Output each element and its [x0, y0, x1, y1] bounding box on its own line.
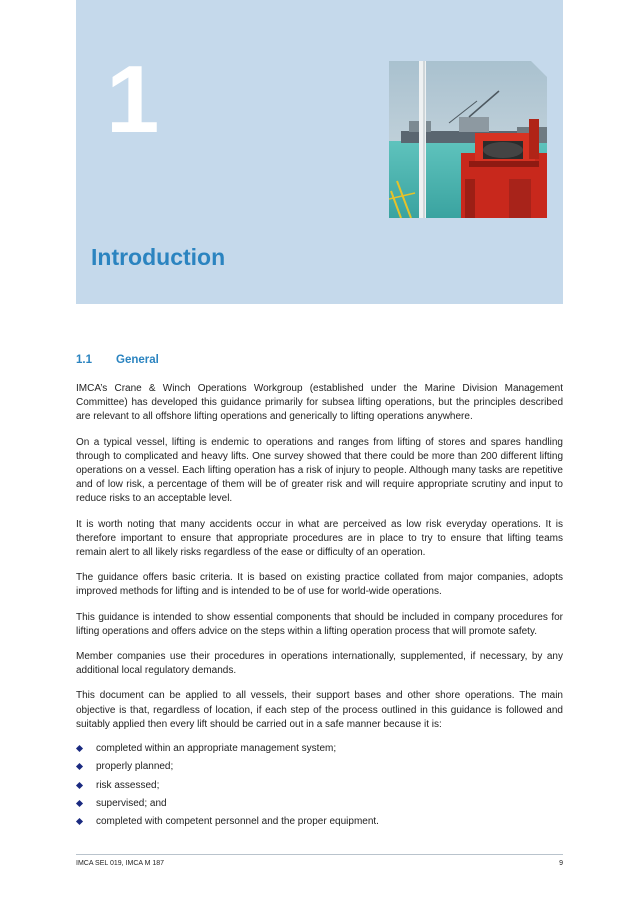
- main-content: [76, 354, 563, 835]
- bullet-list: [76, 743, 563, 828]
- paragraph-1: IMCA’s Crane & Winch Operations Workgroup (established under the Marine Division Management Committee) has developed this guidance primarily for subsea lifting operations, but the principles described are relevant to all offshore lifting operations and generically to lifting operations anywhere.: [76, 383, 563, 423]
- list-item: supervised; and: [76, 798, 563, 810]
- diamond-bullet-icon: [76, 818, 83, 825]
- footer-document-ref: IMCA SEL 019, IMCA M 187: [76, 860, 165, 867]
- chapter-number: 1: [106, 46, 160, 153]
- page-number: 9: [559, 860, 563, 867]
- list-item: completed within an appropriate management system;: [76, 743, 563, 755]
- footer-divider: [76, 854, 563, 855]
- chapter-title: Introduction: [91, 244, 226, 270]
- list-item: risk assessed;: [76, 780, 563, 792]
- paragraph-5: This guidance is intended to show essential components that should be included in company procedures for lifting operations and offers advice on the steps within a lifting operation process that will promote safety.: [76, 611, 563, 637]
- diamond-bullet-icon: [76, 782, 83, 789]
- section-title: General: [116, 354, 159, 366]
- diamond-bullet-icon: [76, 745, 83, 752]
- paragraph-6: Member companies use their procedures in operations internationally, supplemented, if necessary, by any additional local regulatory demands.: [76, 651, 563, 677]
- list-item: properly planned;: [76, 761, 563, 773]
- diamond-bullet-icon: [76, 763, 83, 770]
- list-item: completed with competent personnel and the proper equipment.: [76, 816, 563, 828]
- chapter-photo: [389, 61, 547, 218]
- chapter-header-panel: [76, 0, 563, 304]
- paragraph-3: It is worth noting that many accidents occur in what are perceived as low risk everyday operations. It is therefore important to ensure that appropriate procedures are in place to try to ensure that lifting teams remain alert to all likely risks regardless of the ease or difficulty of an operation.: [76, 518, 563, 559]
- paragraph-2: On a typical vessel, lifting is endemic to operations and ranges from lifting of stores and spares handling through to complicated and heavy lifts. One survey showed that there could be more than 200 different lifting operations on a vessel. Each lifting operation has a risk of injury to people. Although many tasks are repetitive and of low risk, a percentage of them will be of greater risk and will require appropriate scrutiny and input to reduce risks to an acceptable level.: [76, 436, 563, 505]
- paragraph-4: The guidance offers basic criteria. It is based on existing practice collated from major companies, adopts improved methods for lifting and is intended to be of use for world-wide operations.: [76, 572, 563, 598]
- section-heading: [76, 354, 563, 366]
- diamond-bullet-icon: [76, 800, 83, 807]
- section-number: 1.1: [76, 354, 92, 366]
- paragraph-7: This document can be applied to all vessels, their support bases and other shore operations. The main objective is that, regardless of location, if each step of the process outlined in this guidance is followed and suitably applied then every lift should be carried out in a safe manner because it is:: [76, 690, 563, 730]
